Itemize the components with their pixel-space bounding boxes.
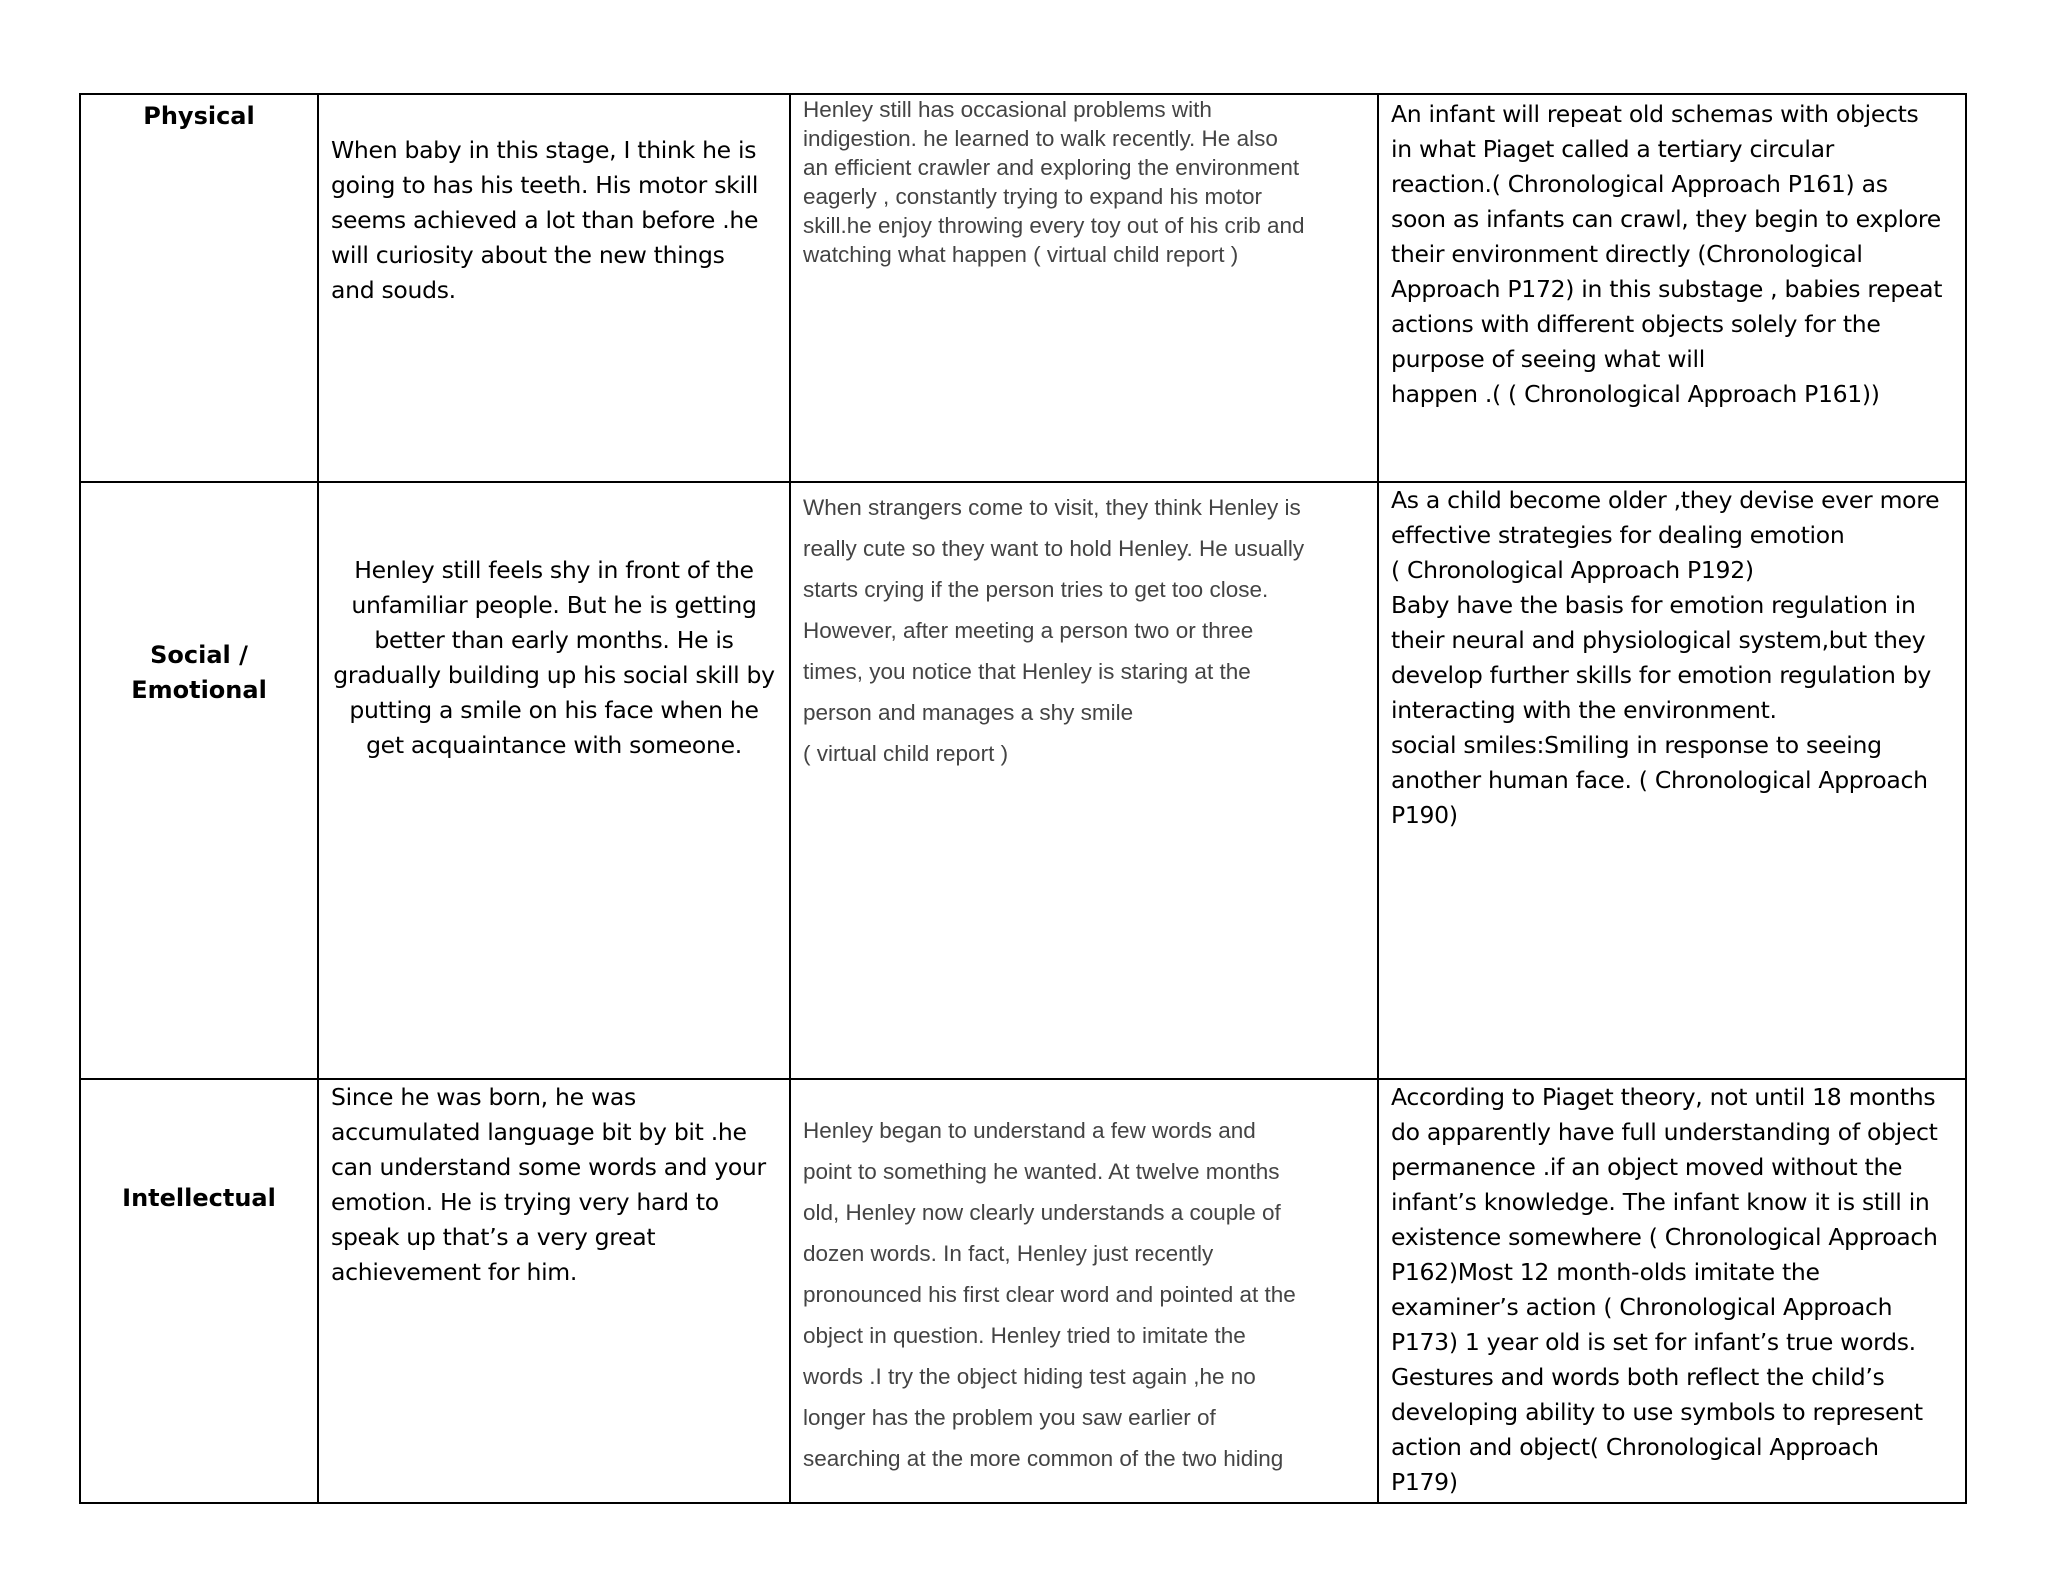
observation-cell <box>318 94 790 482</box>
row-label-cell <box>80 1079 318 1503</box>
observation-cell <box>318 1079 790 1503</box>
theory-cell <box>1378 482 1966 1079</box>
virtual-child-report-cell <box>790 94 1378 482</box>
theory-text: According to Piaget theory, not until 18 months do apparently have full understanding of object permanence .if an object moved without the infant’s knowledge. The infant know it is still in existence somewhere ( Chronological Approach P162)Most 12 month-olds imitate the examiner’s action ( Chronological Approach P173) 1 year old is set for infant’s true words. Gestures and words both reflect the child’s developing ability to use symbols to represent action and object( Chronological Approach P179) <box>1391 1083 1938 1496</box>
table-row-social-emotional <box>80 482 1966 1079</box>
theory-text: As a child become older ,they devise ever more effective strategies for dealing emotion ( Chronological Approach P192) Baby have the basis for emotion regulation in their neural and physiological system,but they develop further skills for emotion regulation by interacting with the environment. social smiles:Smiling in response to seeing another human face. ( Chronological Approach P190) <box>1391 486 1940 829</box>
table-row-physical <box>80 94 1966 482</box>
row-label-cell <box>80 94 318 482</box>
virtual-child-report-text: When strangers come to visit, they think Henley is really cute so they want to hold Henley. He usually starts crying if the person tries to get too close. However, after meeting a person two or three times, you notice that Henley is staring at the person and manages a shy smile ( virtual child report ) <box>803 495 1305 766</box>
virtual-child-report-text: Henley still has occasional problems with indigestion. he learned to walk recently. He also an efficient crawler and exploring the environment eagerly , constantly trying to expand his motor skill.he enjoy throwing every toy out of his crib and watching what happen ( virtual child report ) <box>803 97 1305 267</box>
virtual-child-report-cell <box>790 482 1378 1079</box>
row-label-social-emotional: Social / Emotional <box>131 641 267 704</box>
row-label-intellectual: Intellectual <box>122 1184 276 1212</box>
row-label-cell <box>80 482 318 1079</box>
observation-cell <box>318 482 790 1079</box>
development-table <box>79 93 1967 1504</box>
row-label-physical: Physical <box>143 102 255 130</box>
theory-text: An infant will repeat old schemas with objects in what Piaget called a tertiary circular reaction.( Chronological Approach P161) as soon as infants can crawl, they begin to explore their environment directly (Chronological Approach P172) in this substage , babies repeat actions with different objects solely for the purpose of seeing what will happen .( ( Chronological Approach P161)) <box>1391 100 1943 408</box>
table-row-intellectual <box>80 1079 1966 1503</box>
virtual-child-report-text: Henley began to understand a few words and point to something he wanted. At twelve months old, Henley now clearly understands a couple of dozen words. In fact, Henley just recently pronounced his first clear word and pointed at the object in question. Henley tried to imitate the words .I try the object hiding test again ,he no longer has the problem you saw earlier of searching at the more common of the two hiding <box>803 1118 1296 1471</box>
observation-text: Henley still feels shy in front of the unfamiliar people. But he is getting better than early months. He is gradually building up his social skill by putting a smile on his face when he get acquaintance with someone. <box>333 556 775 759</box>
theory-cell <box>1378 94 1966 482</box>
virtual-child-report-cell <box>790 1079 1378 1503</box>
observation-text: Since he was born, he was accumulated language bit by bit .he can understand some words and your emotion. He is trying very hard to speak up that’s a very great achievement for him. <box>331 1083 766 1286</box>
observation-text: When baby in this stage, I think he is going to has his teeth. His motor skill seems achieved a lot than before .he will curiosity about the new things and souds. <box>331 136 759 304</box>
theory-cell <box>1378 1079 1966 1503</box>
